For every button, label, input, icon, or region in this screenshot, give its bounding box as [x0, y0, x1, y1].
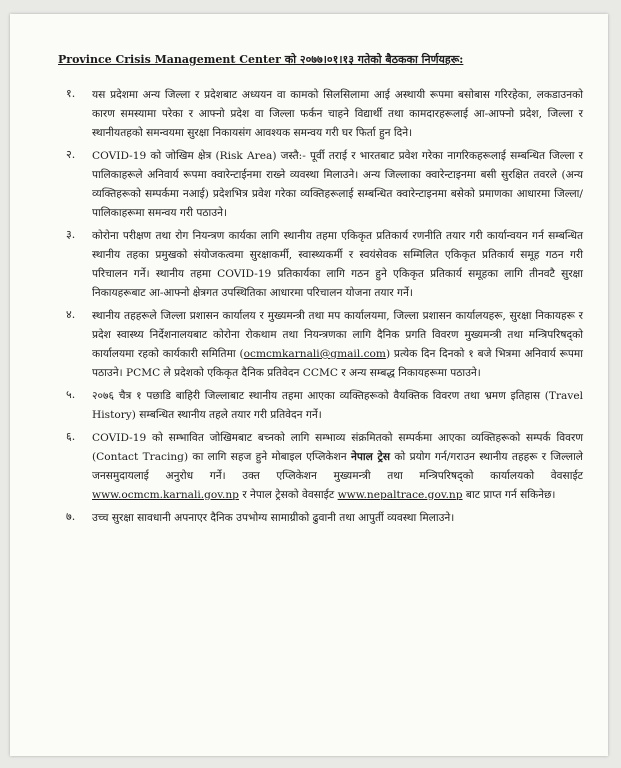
item-text: २०७६ चैत्र १ पछाडि बाहिरी जिल्लाबाट स्थानीय तहमा आएका व्यक्तिहरूको वैयक्तिक विवरण तथा भ्रमण इतिहास (Travel History) सम्बन्धित स्थानीय तहले तयार गरी प्रतिवेदन गर्ने।: [92, 390, 583, 421]
item-text-part: स्थानीय तहहरूले जिल्ला प्रशासन कार्यालय र मुख्यमन्त्री तथा मप कार्यालयमा, जिल्ला प्रशासन कार्यालयहरू, सुरक्षा निकायहरू र प्रदेश स्वास्थ्य निर्देशनालयबाट कोरोना रोकथाम तथा नियन्त्रणका लागि दैनिक प्रगति विवरण मुख्यमन्त्री तथा मन्त्रिपरिषद्को कार्यालयमा रहको कार्यकारी समितिमा (: [92, 310, 583, 360]
website-link-ocmcm[interactable]: www.ocmcm.karnali.gov.np: [92, 489, 239, 501]
item-number: २.: [66, 148, 76, 161]
item-number: १.: [66, 87, 76, 100]
document-page: [10, 14, 608, 756]
email-link[interactable]: ocmcmkarnali@gmail.com: [243, 348, 386, 360]
app-name: नेपाल ट्रेस: [351, 451, 391, 463]
decision-list: [58, 86, 583, 532]
item-text: यस प्रदेशमा अन्य जिल्ला र प्रदेशबाट अध्ययन वा कामको सिलसिलामा आई अस्थायी रूपमा बसोबास गरिरहेका, लकडाउनको कारण समस्यामा परेका र आफ्नो प्रदेश वा जिल्ला फर्कन चाहने विद्यार्थी तथा कामदारहरूलाई आ-आफ्नो प्रदेश, जिल्ला र स्थानीयतहको समन्वयमा सुरक्षा निकायसंग आवश्यक समन्वय गरी घर फिर्ता हुन दिने।: [92, 89, 583, 139]
decision-item-3: [58, 227, 583, 303]
decision-item-5: [58, 387, 583, 425]
item-text-part: को प्रयोग गर्न/गराउन स्थानीय तहहरू र जिल्लाले जनसमुदायलाई अनुरोध गर्ने। उक्त एप्लिकेशन मुख्यमन्त्री तथा मन्त्रिपरिषद्को कार्यालयको वेवसाईट: [92, 451, 583, 482]
document-title: Province Crisis Management Center को २०७७।०१।१३ गतेको बैठकका निर्णयहरू:: [58, 53, 464, 66]
decision-item-1: [58, 86, 583, 143]
item-number: ७.: [66, 510, 76, 523]
item-number: ६.: [66, 430, 76, 443]
item-number: ३.: [66, 228, 76, 241]
website-link-nepaltrace[interactable]: www.nepaltrace.gov.np: [337, 489, 463, 501]
item-number: ४.: [66, 308, 76, 321]
decision-item-6: [58, 429, 583, 505]
item-text: [92, 307, 583, 383]
item-text: COVID-19 को जोखिम क्षेत्र (Risk Area) जस्तै:- पूर्वी तराई र भारतबाट प्रवेश गरेका नागरिकहरूलाई सम्बन्धित जिल्ला र पालिकाहरूले अनिवार्य रूपमा क्वारेन्टाईनमा राख्ने व्यवस्था मिलाउने। अन्य जिल्लाका क्वारेन्टाइनमा बसी सुरक्षित तवरले (अन्य व्यक्तिहरूको सम्पर्कमा नआई) प्रदेशभित्र प्रवेश गरेका व्यक्तिहरूलाई सम्बन्धित क्वारेन्टाइनमा बसेको प्रमाणका आधारमा जिल्ला/पालिकाहरूमा समन्वय गरी पठाउने।: [92, 150, 583, 219]
item-text-part: बाट प्राप्त गर्न सकिनेछ।: [462, 489, 556, 501]
item-text: [92, 429, 583, 505]
item-text: कोरोना परीक्षण तथा रोग नियन्त्रण कार्यका लागि स्थानीय तहमा एकिकृत प्रतिकार्य रणनीति तयार गरी कार्यान्वयन गर्न सम्बन्धित स्थानीय तहका प्रमुखको संयोजकत्वमा सुरक्षाकर्मी, स्वास्थ्यकर्मी र स्वयंसेवक सम्मिलित एकिकृत प्रतिकार्य समूह गठन गरी परिचालन गर्ने। स्थानीय तहमा COVID-19 प्रतिकार्यका लागि गठन हुने एकिकृत प्रतिकार्य समूहका लागि तीनवटै सुरक्षा निकायहरूबाट आ-आफ्नो क्षेत्रगत उपस्थितिका आधारमा परिचालन योजना तयार गर्ने।: [92, 230, 583, 299]
decision-item-2: [58, 147, 583, 223]
item-text-part: COVID-19 को सम्भावित जोखिमबाट बच्नको लागि सम्भाव्य संक्रमितको सम्पर्कमा आएका व्यक्तिहरूको सम्पर्क विवरण (Contact Tracing) का लागि सहज हुने मोबाइल एप्लिकेशन: [92, 432, 583, 463]
item-text-part: र नेपाल ट्रेसको वेवसाईट: [238, 489, 338, 501]
item-text-part: ) प्रत्येक दिन दिनको १ बजे भित्रमा अनिवार्य रूपमा पठाउने। PCMC ले प्रदेशको एकिकृत दैनिक प्रतिवेदन CCMC र अन्य सम्बद्ध निकायहरूमा पठाउने।: [92, 348, 583, 379]
decision-item-7: [58, 509, 583, 528]
item-number: ५.: [66, 388, 76, 401]
item-text: उच्च सुरक्षा सावधानी अपनाएर दैनिक उपभोग्य सामाग्रीको ढुवानी तथा आपुर्ती व्यवस्था मिलाउने।: [92, 512, 455, 524]
decision-item-4: [58, 307, 583, 383]
